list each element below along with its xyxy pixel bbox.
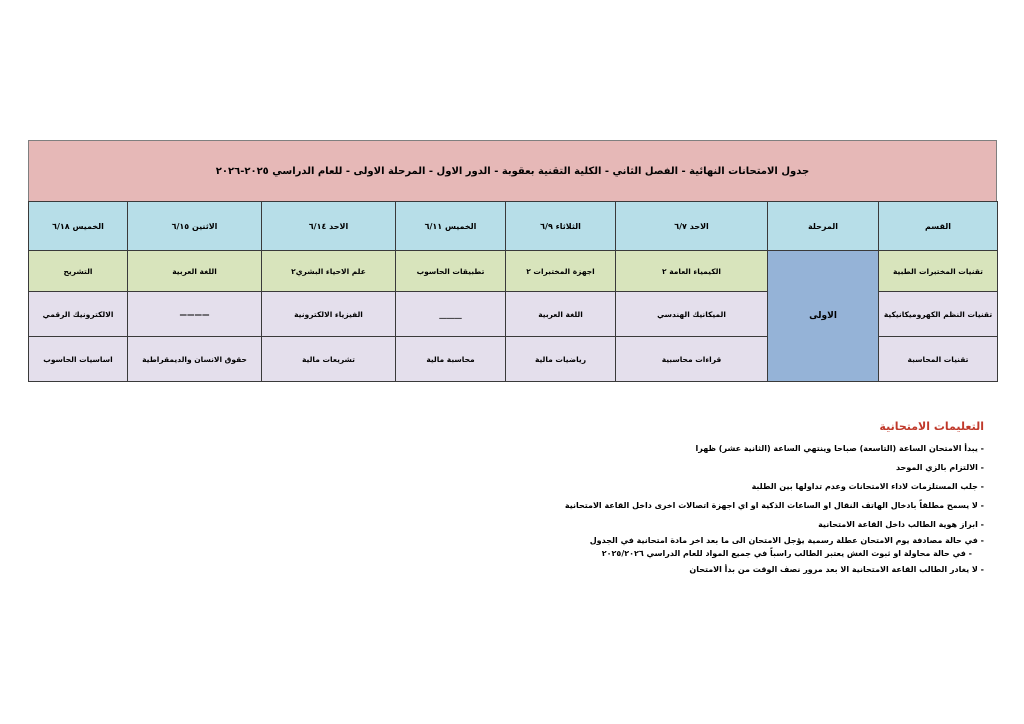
exam-schedule-table [28, 201, 998, 382]
subject-cell: الميكانيك الهندسي [616, 292, 768, 337]
subject-cell: تشريعات مالية [262, 337, 396, 382]
subject-cell: التشريح [29, 251, 128, 292]
subject-cell: تطبيقات الحاسوب [396, 251, 506, 292]
header-stage: المرحلة [768, 202, 879, 251]
subject-cell: اللغة العربية [128, 251, 262, 292]
header-row [29, 202, 998, 251]
department-cell: تقنيات النظم الكهروميكانيكية [879, 292, 998, 337]
subject-cell: ———— [128, 292, 262, 337]
stage-cell: الاولى [768, 251, 879, 382]
instruction-item: - لا يسمح مطلقاً بادخال الهاتف النقال او الساعات الذكية او اي اجهزة اتصالات اخرى داخل القاعة الامتحانية [564, 501, 984, 510]
subject-cell: حقوق الانسان والديمقراطية [128, 337, 262, 382]
header-day-4: الاحد ٦/١٤ [262, 202, 396, 251]
instruction-item: - لا يغادر الطالب القاعة الامتحانية الا بعد مرور نصف الوقت من بدأ الامتحان [689, 565, 984, 574]
subject-cell: محاسبة مالية [396, 337, 506, 382]
header-day-1: الاحد ٦/٧ [616, 202, 768, 251]
exam-schedule-sheet [28, 140, 997, 382]
header-day-2: الثلاثاء ٦/٩ [506, 202, 616, 251]
subject-cell: علم الاحياء البشري٢ [262, 251, 396, 292]
header-department: القسم [879, 202, 998, 251]
header-day-3: الخميس ٦/١١ [396, 202, 506, 251]
instruction-item: - ابراز هوية الطالب داخل القاعة الامتحانية [818, 520, 984, 529]
subject-cell: اجهزة المختبرات ٢ [506, 251, 616, 292]
instruction-item: - يبدأ الامتحان الساعة (التاسعة) صباحا وينتهي الساعة (الثانية عشر) ظهرا [695, 444, 984, 453]
exam-instructions [484, 420, 984, 579]
instruction-item: - في حالة محاولة او ثبوت الغش يعتبر الطالب راسباً في جميع المواد للعام الدراسي ٢٠٢٥/٢٠٢٦ [601, 549, 972, 558]
instruction-item: - في حالة مصادفة يوم الامتحان عطلة رسمية يؤجل الامتحان الى ما بعد اخر مادة امتحانية في الجدول [589, 536, 984, 545]
subject-cell: قراءات محاسبية [616, 337, 768, 382]
header-day-5: الاثنين ٦/١٥ [128, 202, 262, 251]
subject-cell: الفيزياء الالكترونية [262, 292, 396, 337]
department-cell: تقنيات المختبرات الطبية [879, 251, 998, 292]
subject-cell: ______ [396, 292, 506, 337]
subject-cell: اللغة العربية [506, 292, 616, 337]
department-cell: تقنيات المحاسبة [879, 337, 998, 382]
header-day-6: الخميس ٦/١٨ [29, 202, 128, 251]
instructions-title: التعليمات الامتحانية [879, 420, 984, 433]
subject-cell: الكيمياء العامة ٢ [616, 251, 768, 292]
subject-cell: الالكترونيك الرقمي [29, 292, 128, 337]
subject-cell: اساسيات الحاسوب [29, 337, 128, 382]
schedule-title: جدول الامتحانات النهائية - الفصل الثاني - الكلية التقنية بعقوبة - الدور الاول - المرحلة الاولى - للعام الدراسي ٢٠٢٥-٢٠٢٦ [28, 140, 997, 201]
instruction-item: - جلب المستلزمات لاداء الامتحانات وعدم تداولها بين الطلبة [751, 482, 984, 491]
table-row [29, 251, 998, 292]
subject-cell: رياضيات مالية [506, 337, 616, 382]
instruction-item: - الالتزام بالزي الموحد [895, 463, 984, 472]
